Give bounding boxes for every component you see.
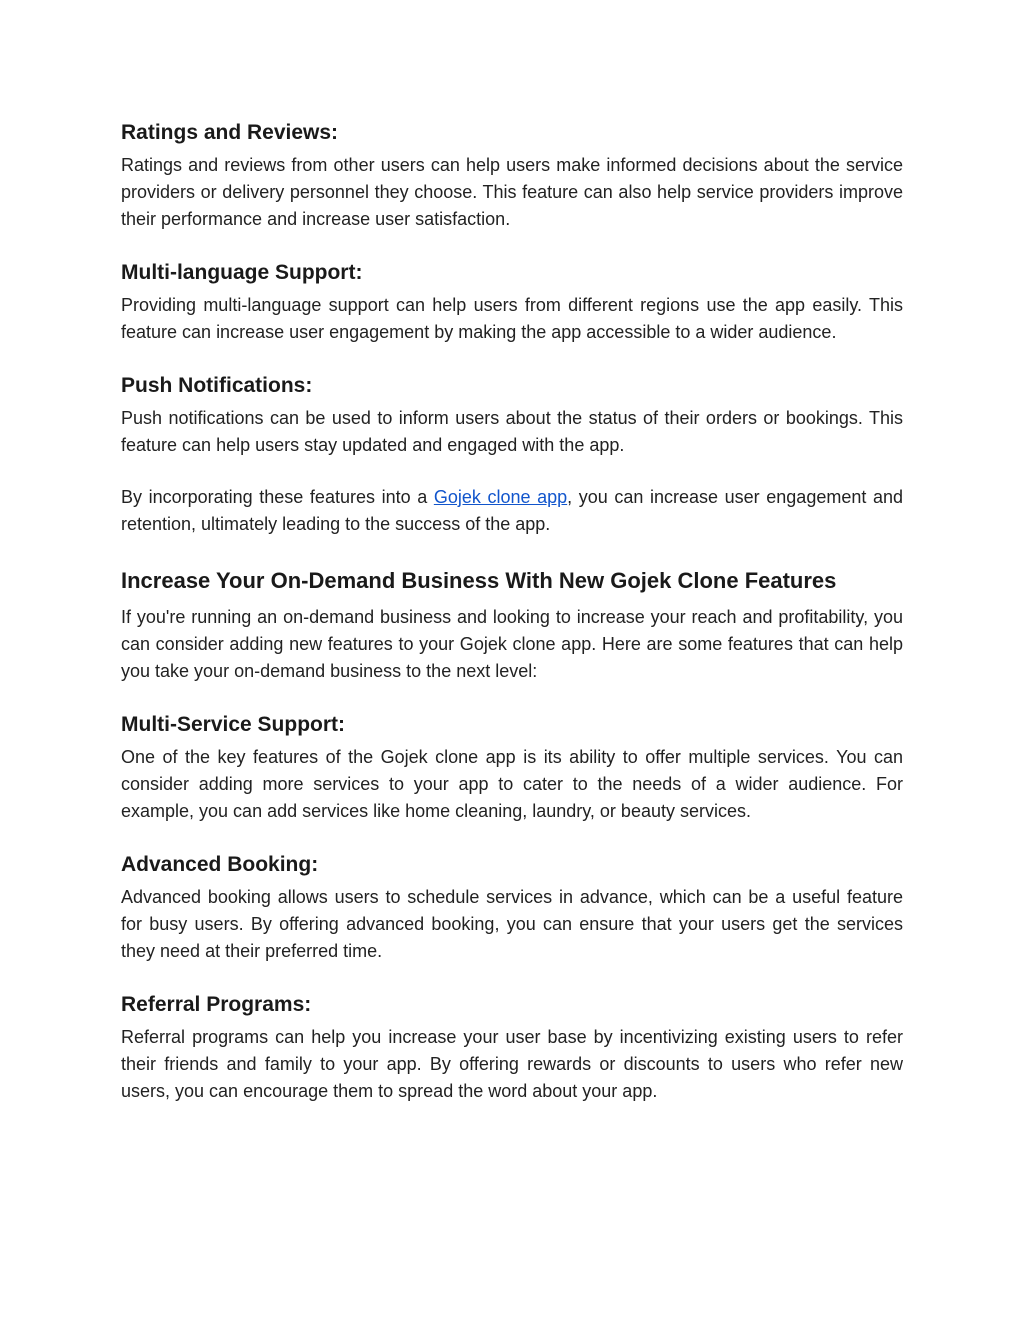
conclusion-before: By incorporating these features into a	[121, 487, 434, 507]
section-advanced-booking	[121, 850, 903, 965]
section-body: One of the key features of the Gojek clone app is its ability to offer multiple services. You can consider adding more services to your app to cater to the needs of a wider audience. For example, you can add services like home cleaning, laundry, or beauty services.	[121, 747, 903, 821]
section-body: Referral programs can help you increase your user base by incentivizing existing users to refer their friends and family to your app. By offering rewards or discounts to users who refer new users, you can encourage them to spread the word about your app.	[121, 1027, 903, 1101]
section-body: Providing multi-language support can help users from different regions use the app easily. This feature can increase user engagement by making the app accessible to a wider audience.	[121, 295, 903, 342]
section-multi-service-support	[121, 710, 903, 825]
section-body: Ratings and reviews from other users can help users make informed decisions about the service providers or delivery personnel they choose. This feature can also help service providers improve their performance and increase user satisfaction.	[121, 155, 903, 229]
section-ratings-and-reviews	[121, 118, 903, 233]
section-body: Advanced booking allows users to schedule services in advance, which can be a useful feature for busy users. By offering advanced booking, you can ensure that your users get the services they need at their preferred time.	[121, 887, 903, 961]
conclusion-paragraph	[121, 484, 903, 538]
main-section	[121, 566, 903, 685]
section-multi-language-support	[121, 258, 903, 346]
section-heading: Multi-language Support:	[121, 261, 363, 284]
section-heading: Multi-Service Support:	[121, 713, 346, 736]
intro-paragraph: If you're running an on-demand business and looking to increase your reach and profitability, you can consider adding new features to your Gojek clone app. Here are some features that can help you take your on-demand business to the next level:	[121, 607, 903, 681]
section-heading: Advanced Booking:	[121, 853, 319, 876]
section-referral-programs	[121, 990, 903, 1105]
section-heading: Push Notifications:	[121, 374, 313, 397]
section-body: Push notifications can be used to inform users about the status of their orders or bookings. This feature can help users stay updated and engaged with the app.	[121, 408, 903, 455]
section-heading: Referral Programs:	[121, 993, 312, 1016]
document-page	[121, 118, 903, 1130]
gojek-clone-app-link[interactable]: Gojek clone app	[433, 487, 568, 507]
main-heading: Increase Your On-Demand Business With New Gojek Clone Features	[121, 568, 837, 593]
conclusion-after: , you can increase user engagement and retention, ultimately leading to the success of the app.	[121, 487, 903, 534]
conclusion-text	[121, 484, 903, 538]
section-push-notifications	[121, 371, 903, 459]
section-heading: Ratings and Reviews:	[121, 121, 339, 144]
